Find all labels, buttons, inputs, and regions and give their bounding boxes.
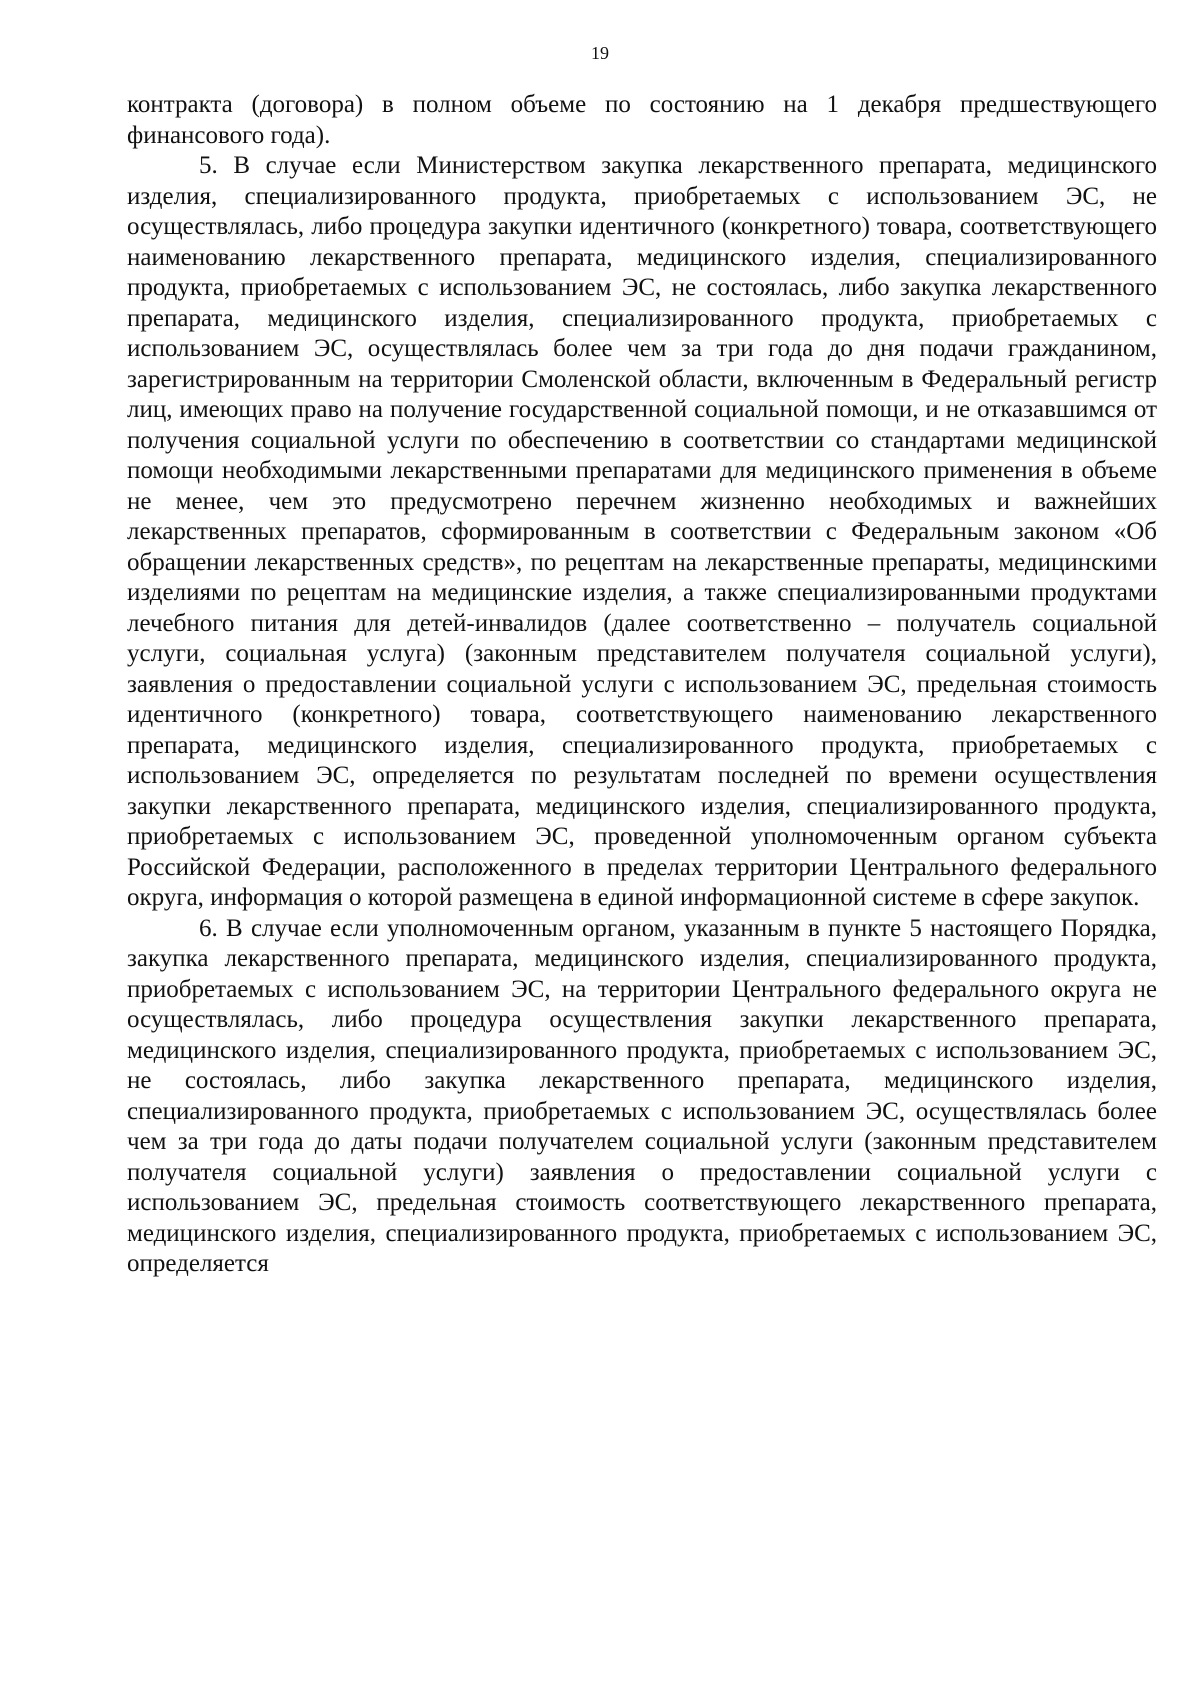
document-body [127,90,1157,1280]
page-number: 19 [591,43,609,63]
paragraph-continuation: контракта (договора) в полном объеме по состоянию на 1 декабря предшествующего финансового года). [127,91,1157,149]
paragraph-item-5: 5. В случае если Министерством закупка лекарственного препарата, медицинского изделия, специализированного продукта, приобретаемых с использованием ЭС, не осуществлялась, либо процедура закупки идентичного (конкретного) товара, соответствующего наименованию лекарственного препарата, медицинского изделия, специализированного продукта, приобретаемых с использованием ЭС, не состоялась, либо закупка лекарственного препарата, медицинского изделия, специализированного продукта, приобретаемых с использованием ЭС, осуществлялась более чем за три года до дня подачи гражданином, зарегистрированным на территории Смоленской области, включенным в Федеральный регистр лиц, имеющих право на получение государственной социальной помощи, и не отказавшимся от получения социальной услуги по обеспечению в соответствии со стандартами медицинской помощи необходимыми лекарственными препаратами для медицинского применения в объеме не менее, чем это предусмотрено перечнем жизненно необходимых и важнейших лекарственных препаратов, сформированным в соответствии с Федеральным законом «Об обращении лекарственных средств», по рецептам на лекарственные препараты, медицинскими изделиями по рецептам на медицинские изделия, а также специализированными продуктами лечебного питания для детей-инвалидов (далее соответственно – получатель социальной услуги, социальная услуга) (законным представителем получателя социальной услуги), заявления о предоставлении социальной услуги с использованием ЭС, предельная стоимость идентичного (конкретного) товара, соответствующего наименованию лекарственного препарата, медицинского изделия, специализированного продукта, приобретаемых с использованием ЭС, определяется по результатам последней по времени осуществления закупки лекарственного препарата, медицинского изделия, специализированного продукта, приобретаемых с использованием ЭС, проведенной уполномоченным органом субъекта Российской Федерации, расположенного в пределах территории Центрального федерального округа, информация о которой размещена в единой информационной системе в сфере закупок. [127,152,1157,911]
paragraph-item-6: 6. В случае если уполномоченным органом, указанным в пункте 5 настоящего Порядка, закупка лекарственного препарата, медицинского изделия, специализированного продукта, приобретаемых с использованием ЭС, на территории Центрального федерального округа не осуществлялась, либо процедура осуществления закупки лекарственного препарата, медицинского изделия, специализированного продукта, приобретаемых с использованием ЭС, не состоялась, либо закупка лекарственного препарата, медицинского изделия, специализированного продукта, приобретаемых с использованием ЭС, осуществлялась более чем за три года до даты подачи получателем социальной услуги (законным представителем получателя социальной услуги) заявления о предоставлении социальной услуги с использованием ЭС, предельная стоимость соответствующего лекарственного препарата, медицинского изделия, специализированного продукта, приобретаемых с использованием ЭС, определяется [127,914,1157,1277]
